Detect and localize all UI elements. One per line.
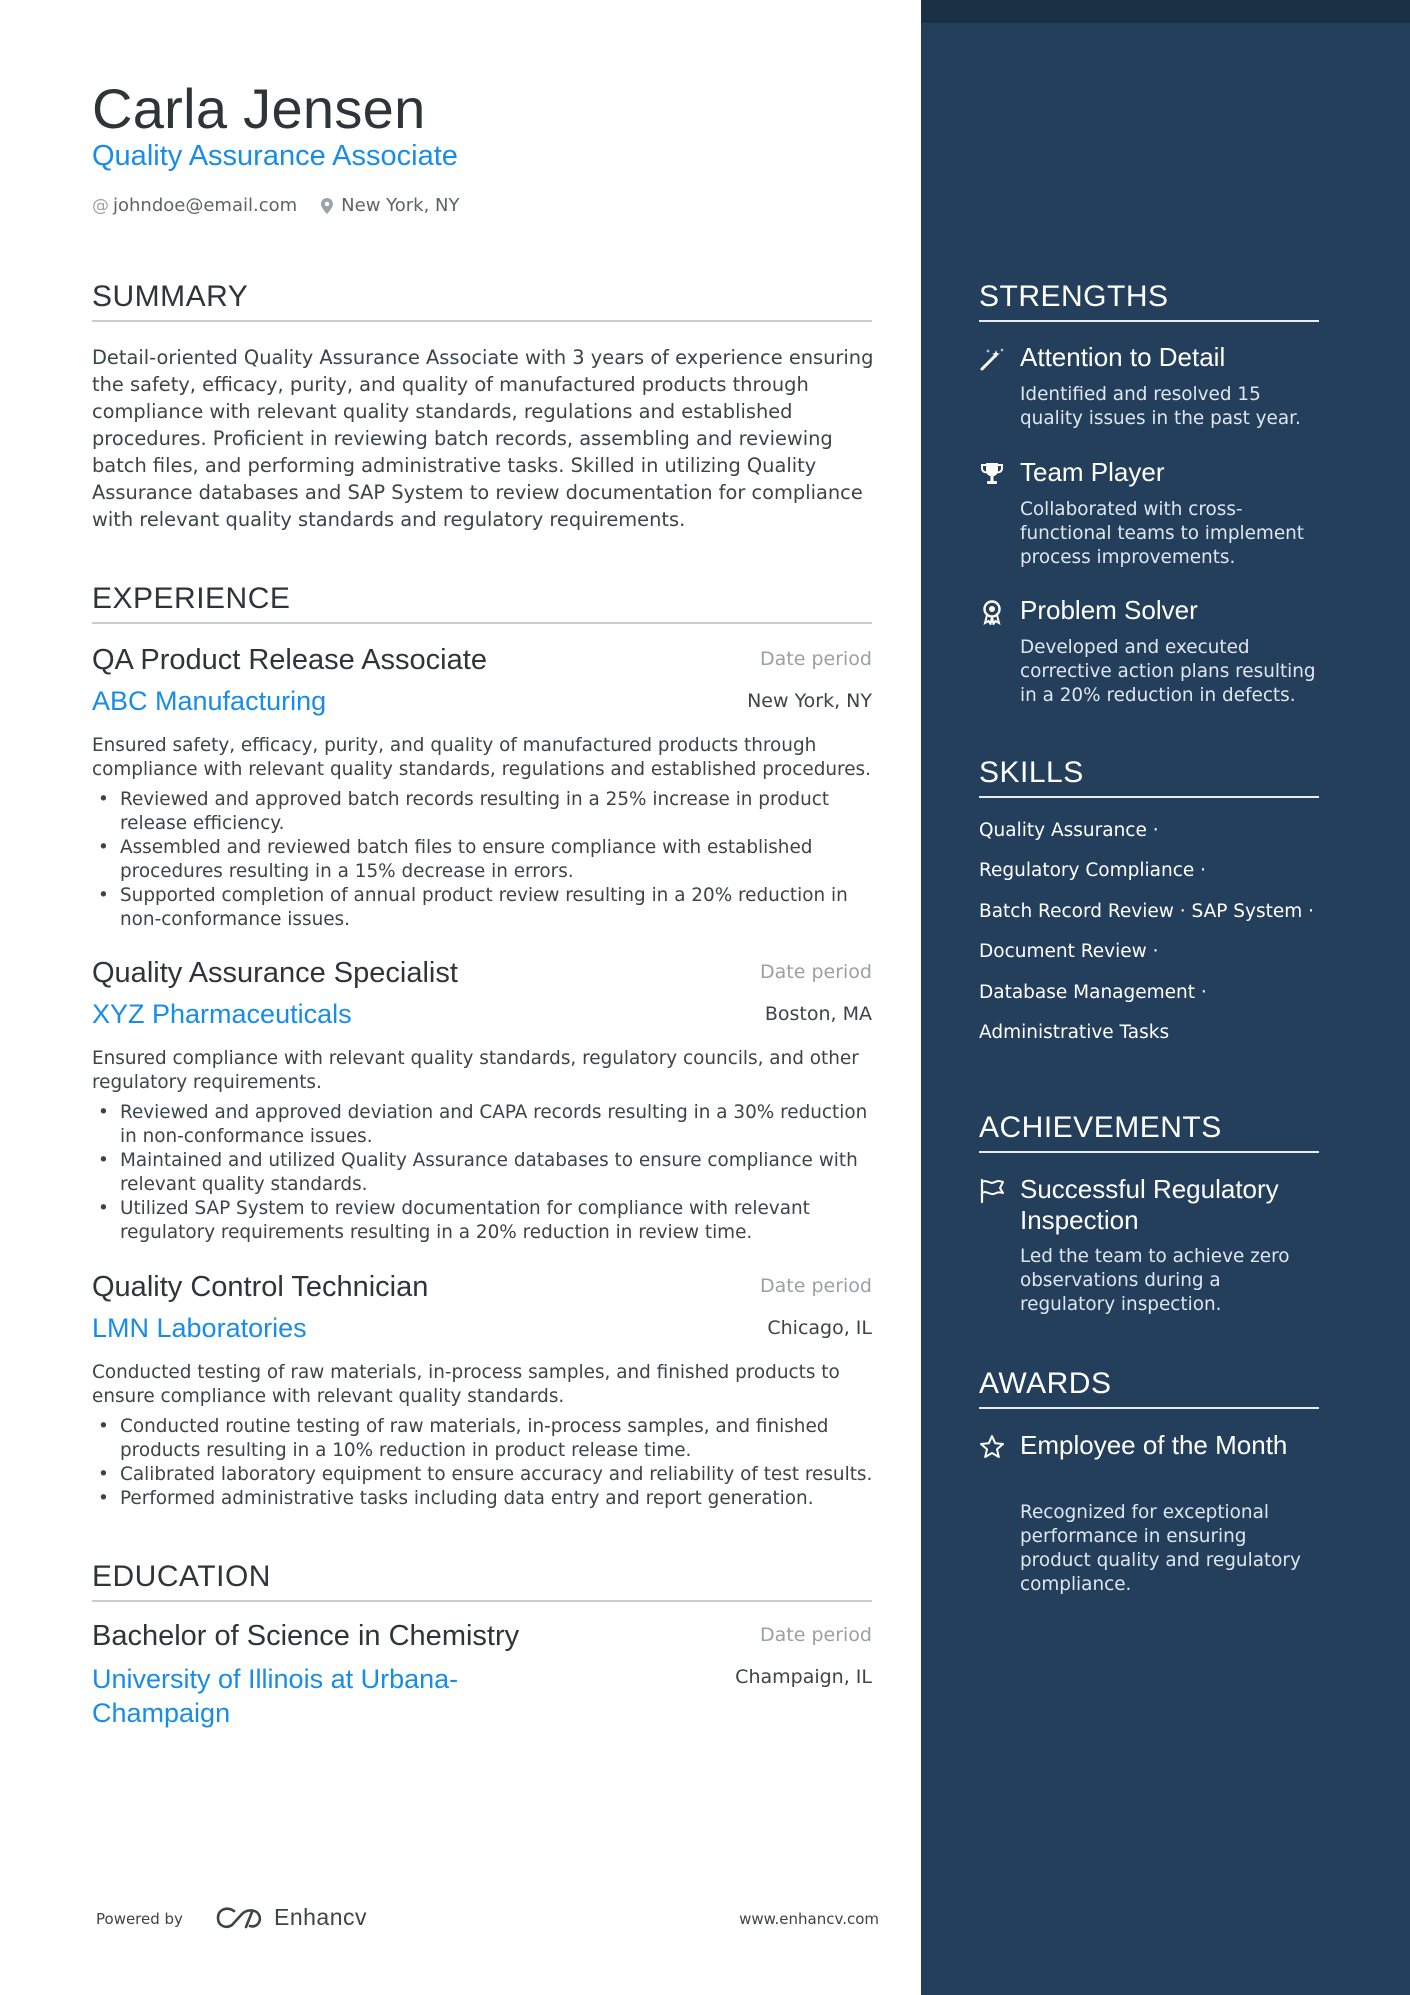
job-bullet: • Reviewed and approved deviation and CAPA records resulting in a 30% reduction in non-conformance issues. <box>92 1101 882 1149</box>
job-bullets <box>92 788 882 932</box>
education-degree: Bachelor of Science in Chemistry <box>92 1620 520 1652</box>
summary-text: Detail-oriented Quality Assurance Associate with 3 years of experience ensuring the safety, efficacy, purity, and quality of manufactured products through compliance with relevant quality standards, regulations and established procedures. Proficient in reviewing batch records, assembling and reviewing batch files, and performing administrative tasks. Skilled in utilizing Quality Assurance databases and SAP System to review documentation for compliance with relevant quality standards and regulatory requirements. <box>92 346 874 531</box>
job-entry <box>92 957 872 1243</box>
education-school: University of Illinois at Urbana-Champaign <box>92 1664 459 1728</box>
skill-row: Batch Record Review · SAP System · <box>979 901 1315 922</box>
award-description: Recognized for exceptional performance in ensuring product quality and regulatory compliance. <box>1020 1502 1301 1595</box>
job-company: ABC Manufacturing <box>92 686 327 716</box>
education-date: Date period <box>760 1624 872 1646</box>
strength-title: Problem Solver <box>1020 595 1198 625</box>
job-company: LMN Laboratories <box>92 1313 307 1343</box>
achievement-description: Led the team to achieve zero observations during a regulatory inspection. <box>1020 1246 1290 1315</box>
magic-wand-icon <box>979 346 1005 372</box>
job-bullet: • Performed administrative tasks including data entry and report generation. <box>92 1487 882 1511</box>
at-icon: @ <box>92 195 109 216</box>
job-location: New York, NY <box>747 690 872 712</box>
job-bullet: • Calibrated laboratory equipment to ensure accuracy and reliability of test results. <box>92 1463 882 1487</box>
sidebar-top-bar <box>921 0 1410 23</box>
job-bullets <box>92 1101 882 1245</box>
job-location: Chicago, IL <box>767 1317 872 1339</box>
footer <box>96 1904 879 1934</box>
logo-text: Enhancv <box>274 1904 368 1930</box>
contact-line <box>92 195 459 216</box>
achievement-title: Successful Regulatory Inspection <box>1020 1174 1279 1235</box>
candidate-title: Quality Assurance Associate <box>92 140 458 172</box>
job-bullets <box>92 1415 882 1511</box>
education-entry <box>92 1620 872 1728</box>
award-ribbon-icon <box>979 599 1005 625</box>
skill-row: Document Review · <box>979 941 1159 962</box>
strength-description: Collaborated with cross-functional teams to implement process improvements. <box>1020 499 1305 568</box>
job-bullet: • Assembled and reviewed batch files to ensure compliance with established procedures resulting in a 15% decrease in errors. <box>92 836 882 884</box>
job-bullet: • Supported completion of annual product review resulting in a 20% reduction in non-conformance issues. <box>92 884 882 932</box>
enhancv-logo[interactable] <box>216 1904 367 1931</box>
job-location: Boston, MA <box>764 1003 872 1025</box>
job-date: Date period <box>760 961 872 983</box>
skill-row: Quality Assurance · <box>979 820 1159 841</box>
awards-heading: AWARDS <box>979 1367 1319 1409</box>
strengths-heading: STRENGTHS <box>979 280 1319 322</box>
website-link[interactable]: www.enhancv.com <box>739 1910 879 1928</box>
location-text: New York, NY <box>341 195 460 216</box>
skill-row: Administrative Tasks <box>979 1022 1170 1043</box>
award-title: Employee of the Month <box>1020 1430 1288 1460</box>
experience-heading: EXPERIENCE <box>92 582 872 624</box>
strength-title: Team Player <box>1020 457 1165 487</box>
enhancv-logo-icon <box>216 1906 264 1930</box>
job-role: Quality Control Technician <box>92 1271 429 1303</box>
skill-row: Database Management · <box>979 982 1207 1003</box>
skill-row: Regulatory Compliance · <box>979 860 1207 881</box>
location-pin-icon <box>321 198 333 214</box>
job-date: Date period <box>760 648 872 670</box>
powered-by-text: Powered by <box>96 1910 183 1928</box>
strength-title: Attention to Detail <box>1020 342 1226 372</box>
job-bullet: • Reviewed and approved batch records resulting in a 25% increase in product release efficiency. <box>92 788 882 836</box>
job-bullet: • Conducted routine testing of raw materials, in-process samples, and finished products resulting in a 10% reduction in product release time. <box>92 1415 882 1463</box>
job-company: XYZ Pharmaceuticals <box>92 999 352 1029</box>
job-bullet: • Utilized SAP System to review documentation for compliance with relevant regulatory requirements resulting in a 20% reduction in review time. <box>92 1197 882 1245</box>
achievements-heading: ACHIEVEMENTS <box>979 1111 1319 1153</box>
candidate-name: Carla Jensen <box>92 77 426 140</box>
strength-description: Identified and resolved 15 quality issues in the past year. <box>1020 384 1301 429</box>
job-bullet: • Maintained and utilized Quality Assurance databases to ensure compliance with relevant quality standards. <box>92 1149 882 1197</box>
education-location: Champaign, IL <box>735 1666 872 1688</box>
job-description: Conducted testing of raw materials, in-process samples, and finished products to ensure compliance with relevant quality standards. <box>92 1362 840 1407</box>
summary-heading: SUMMARY <box>92 280 872 322</box>
skills-heading: SKILLS <box>979 756 1319 798</box>
star-icon <box>979 1434 1005 1460</box>
trophy-icon <box>979 461 1005 487</box>
job-entry <box>92 1271 873 1509</box>
job-description: Ensured safety, efficacy, purity, and quality of manufactured products through compliance with relevant quality standards, regulations and established procedures. <box>92 735 871 780</box>
education-heading: EDUCATION <box>92 1560 872 1602</box>
job-role: QA Product Release Associate <box>92 644 487 676</box>
job-entry <box>92 644 872 930</box>
email-text[interactable]: johndoe@email.com <box>113 195 298 216</box>
job-date: Date period <box>760 1275 872 1297</box>
job-role: Quality Assurance Specialist <box>92 957 458 989</box>
strength-description: Developed and executed corrective action plans resulting in a 20% reduction in defects. <box>1020 637 1316 706</box>
job-description: Ensured compliance with relevant quality standards, regulatory councils, and other regulatory requirements. <box>92 1048 859 1093</box>
flag-icon <box>979 1178 1005 1204</box>
